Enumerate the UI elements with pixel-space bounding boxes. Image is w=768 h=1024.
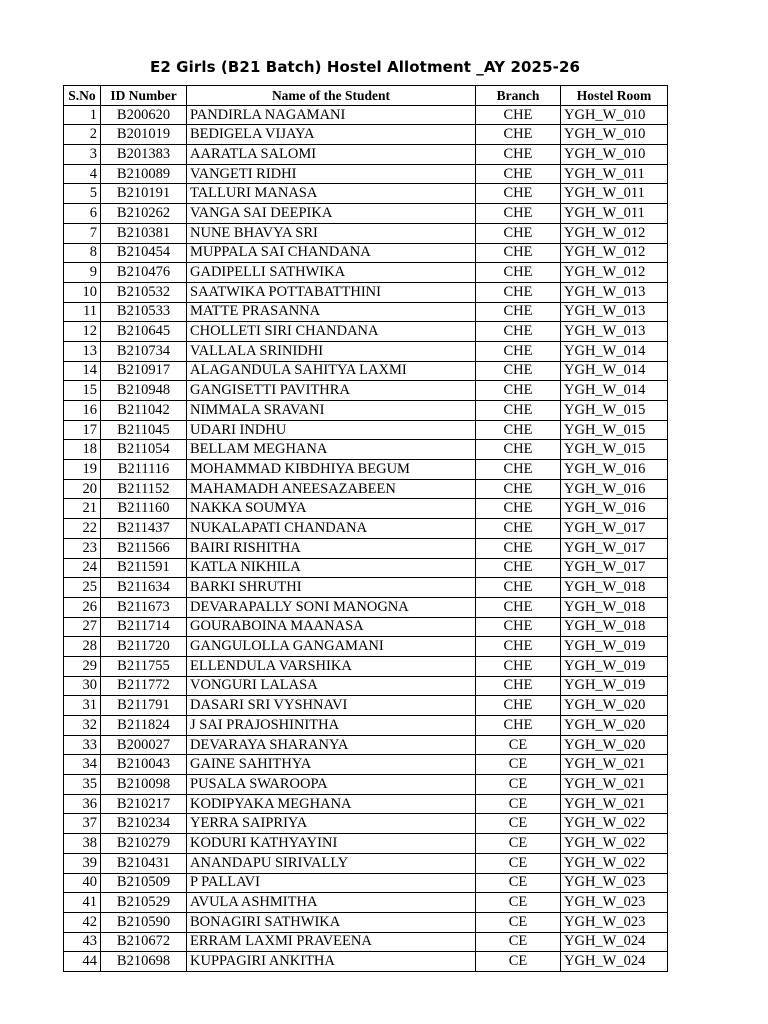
cell-id-number: B200620: [101, 105, 187, 125]
cell-hostel-room: YGH_W_023: [561, 873, 668, 893]
cell-branch: CHE: [476, 184, 561, 204]
table-row: [64, 952, 668, 972]
cell-student-name: DASARI SRI VYSHNAVI: [187, 696, 476, 716]
cell-student-name: VANGETI RIDHI: [187, 164, 476, 184]
cell-branch: CHE: [476, 341, 561, 361]
cell-id-number: B210089: [101, 164, 187, 184]
cell-hostel-room: YGH_W_021: [561, 755, 668, 775]
cell-id-number: B211566: [101, 538, 187, 558]
cell-id-number: B210279: [101, 834, 187, 854]
cell-sno: 30: [64, 676, 101, 696]
table-row: [64, 125, 668, 145]
cell-id-number: B211755: [101, 656, 187, 676]
cell-sno: 23: [64, 538, 101, 558]
cell-branch: CE: [476, 952, 561, 972]
page-title: E2 Girls (B21 Batch) Hostel Allotment _AY 2025-26: [149, 58, 581, 76]
table-row: [64, 538, 668, 558]
header-branch: Branch: [476, 86, 561, 106]
table-row: [64, 440, 668, 460]
cell-hostel-room: YGH_W_012: [561, 263, 668, 283]
cell-student-name: KATLA NIKHILA: [187, 558, 476, 578]
cell-branch: CHE: [476, 716, 561, 736]
cell-sno: 33: [64, 735, 101, 755]
cell-branch: CHE: [476, 499, 561, 519]
cell-sno: 5: [64, 184, 101, 204]
cell-id-number: B211437: [101, 519, 187, 539]
cell-student-name: NIMMALA SRAVANI: [187, 401, 476, 421]
cell-hostel-room: YGH_W_024: [561, 952, 668, 972]
cell-branch: CE: [476, 814, 561, 834]
cell-sno: 38: [64, 834, 101, 854]
cell-sno: 3: [64, 145, 101, 165]
cell-student-name: MUPPALA SAI CHANDANA: [187, 243, 476, 263]
cell-student-name: MAHAMADH ANEESAZABEEN: [187, 479, 476, 499]
cell-sno: 40: [64, 873, 101, 893]
cell-student-name: NAKKA SOUMYA: [187, 499, 476, 519]
cell-hostel-room: YGH_W_014: [561, 341, 668, 361]
cell-id-number: B210234: [101, 814, 187, 834]
table-header-row: [64, 86, 668, 106]
cell-sno: 6: [64, 204, 101, 224]
cell-id-number: B211772: [101, 676, 187, 696]
cell-hostel-room: YGH_W_014: [561, 361, 668, 381]
cell-hostel-room: YGH_W_024: [561, 932, 668, 952]
cell-student-name: VANGA SAI DEEPIKA: [187, 204, 476, 224]
header-student-name: Name of the Student: [187, 86, 476, 106]
cell-branch: CE: [476, 834, 561, 854]
cell-hostel-room: YGH_W_018: [561, 597, 668, 617]
cell-student-name: ELLENDULA VARSHIKA: [187, 656, 476, 676]
cell-student-name: DEVARAPALLY SONI MANOGNA: [187, 597, 476, 617]
cell-branch: CHE: [476, 597, 561, 617]
cell-id-number: B210509: [101, 873, 187, 893]
table-row: [64, 558, 668, 578]
cell-id-number: B210529: [101, 893, 187, 913]
cell-sno: 16: [64, 401, 101, 421]
cell-student-name: BONAGIRI SATHWIKA: [187, 912, 476, 932]
cell-id-number: B210381: [101, 223, 187, 243]
cell-branch: CHE: [476, 302, 561, 322]
cell-hostel-room: YGH_W_022: [561, 853, 668, 873]
cell-student-name: MOHAMMAD KIBDHIYA BEGUM: [187, 460, 476, 480]
cell-sno: 44: [64, 952, 101, 972]
cell-branch: CE: [476, 912, 561, 932]
cell-sno: 41: [64, 893, 101, 913]
cell-student-name: KODURI KATHYAYINI: [187, 834, 476, 854]
table-row: [64, 184, 668, 204]
cell-student-name: P PALLAVI: [187, 873, 476, 893]
cell-hostel-room: YGH_W_013: [561, 302, 668, 322]
cell-branch: CHE: [476, 676, 561, 696]
table-row: [64, 735, 668, 755]
cell-student-name: UDARI INDHU: [187, 420, 476, 440]
cell-hostel-room: YGH_W_013: [561, 322, 668, 342]
cell-sno: 20: [64, 479, 101, 499]
table-row: [64, 460, 668, 480]
table-row: [64, 164, 668, 184]
cell-id-number: B211160: [101, 499, 187, 519]
cell-id-number: B210532: [101, 282, 187, 302]
cell-hostel-room: YGH_W_012: [561, 223, 668, 243]
cell-student-name: BELLAM MEGHANA: [187, 440, 476, 460]
table-row: [64, 105, 668, 125]
cell-branch: CHE: [476, 440, 561, 460]
cell-hostel-room: YGH_W_015: [561, 401, 668, 421]
table-row: [64, 302, 668, 322]
cell-id-number: B210645: [101, 322, 187, 342]
cell-hostel-room: YGH_W_011: [561, 164, 668, 184]
cell-student-name: GANGULOLLA GANGAMANI: [187, 637, 476, 657]
cell-id-number: B200027: [101, 735, 187, 755]
cell-student-name: J SAI PRAJOSHINITHA: [187, 716, 476, 736]
cell-hostel-room: YGH_W_014: [561, 381, 668, 401]
table-row: [64, 676, 668, 696]
cell-student-name: TALLURI MANASA: [187, 184, 476, 204]
table-row: [64, 716, 668, 736]
table-row: [64, 381, 668, 401]
cell-student-name: GADIPELLI SATHWIKA: [187, 263, 476, 283]
cell-student-name: BEDIGELA VIJAYA: [187, 125, 476, 145]
cell-sno: 4: [64, 164, 101, 184]
cell-branch: CHE: [476, 105, 561, 125]
cell-id-number: B211673: [101, 597, 187, 617]
cell-branch: CHE: [476, 479, 561, 499]
cell-hostel-room: YGH_W_018: [561, 578, 668, 598]
cell-hostel-room: YGH_W_023: [561, 893, 668, 913]
cell-sno: 26: [64, 597, 101, 617]
cell-id-number: B210476: [101, 263, 187, 283]
cell-sno: 37: [64, 814, 101, 834]
table-row: [64, 401, 668, 421]
cell-hostel-room: YGH_W_012: [561, 243, 668, 263]
cell-student-name: ALAGANDULA SAHITYA LAXMI: [187, 361, 476, 381]
cell-id-number: B211042: [101, 401, 187, 421]
cell-id-number: B210590: [101, 912, 187, 932]
cell-hostel-room: YGH_W_021: [561, 794, 668, 814]
cell-hostel-room: YGH_W_023: [561, 912, 668, 932]
cell-student-name: YERRA SAIPRIYA: [187, 814, 476, 834]
cell-sno: 13: [64, 341, 101, 361]
cell-student-name: BARKI SHRUTHI: [187, 578, 476, 598]
cell-branch: CE: [476, 735, 561, 755]
header-id-number: ID Number: [101, 86, 187, 106]
cell-branch: CHE: [476, 263, 561, 283]
cell-branch: CHE: [476, 223, 561, 243]
cell-branch: CHE: [476, 558, 561, 578]
cell-branch: CHE: [476, 617, 561, 637]
table-row: [64, 479, 668, 499]
cell-sno: 39: [64, 853, 101, 873]
cell-id-number: B211116: [101, 460, 187, 480]
cell-branch: CHE: [476, 322, 561, 342]
cell-branch: CHE: [476, 282, 561, 302]
cell-student-name: GANGISETTI PAVITHRA: [187, 381, 476, 401]
cell-sno: 10: [64, 282, 101, 302]
cell-student-name: AARATLA SALOMI: [187, 145, 476, 165]
table-row: [64, 755, 668, 775]
cell-hostel-room: YGH_W_020: [561, 696, 668, 716]
cell-hostel-room: YGH_W_017: [561, 558, 668, 578]
table-body: [64, 105, 668, 971]
cell-hostel-room: YGH_W_010: [561, 145, 668, 165]
cell-id-number: B211152: [101, 479, 187, 499]
cell-id-number: B201019: [101, 125, 187, 145]
cell-branch: CHE: [476, 125, 561, 145]
table-row: [64, 499, 668, 519]
cell-branch: CE: [476, 893, 561, 913]
cell-student-name: ANANDAPU SIRIVALLY: [187, 853, 476, 873]
cell-hostel-room: YGH_W_016: [561, 460, 668, 480]
cell-sno: 18: [64, 440, 101, 460]
cell-hostel-room: YGH_W_011: [561, 204, 668, 224]
cell-branch: CHE: [476, 420, 561, 440]
cell-hostel-room: YGH_W_016: [561, 479, 668, 499]
cell-student-name: ERRAM LAXMI PRAVEENA: [187, 932, 476, 952]
table-row: [64, 420, 668, 440]
cell-id-number: B211591: [101, 558, 187, 578]
cell-hostel-room: YGH_W_020: [561, 735, 668, 755]
cell-student-name: KUPPAGIRI ANKITHA: [187, 952, 476, 972]
cell-branch: CHE: [476, 519, 561, 539]
table-row: [64, 893, 668, 913]
cell-student-name: KODIPYAKA MEGHANA: [187, 794, 476, 814]
cell-hostel-room: YGH_W_019: [561, 656, 668, 676]
cell-hostel-room: YGH_W_021: [561, 775, 668, 795]
cell-hostel-room: YGH_W_022: [561, 834, 668, 854]
cell-branch: CE: [476, 932, 561, 952]
cell-branch: CHE: [476, 243, 561, 263]
cell-student-name: CHOLLETI SIRI CHANDANA: [187, 322, 476, 342]
cell-student-name: GOURABOINA MAANASA: [187, 617, 476, 637]
cell-sno: 1: [64, 105, 101, 125]
cell-hostel-room: YGH_W_017: [561, 538, 668, 558]
cell-branch: CHE: [476, 538, 561, 558]
cell-student-name: DEVARAYA SHARANYA: [187, 735, 476, 755]
cell-id-number: B211714: [101, 617, 187, 637]
header-sno: S.No: [64, 86, 101, 106]
cell-id-number: B210533: [101, 302, 187, 322]
cell-student-name: SAATWIKA POTTABATTHINI: [187, 282, 476, 302]
table-row: [64, 775, 668, 795]
cell-id-number: B211634: [101, 578, 187, 598]
cell-sno: 34: [64, 755, 101, 775]
cell-branch: CE: [476, 755, 561, 775]
cell-branch: CHE: [476, 656, 561, 676]
cell-sno: 27: [64, 617, 101, 637]
cell-sno: 22: [64, 519, 101, 539]
cell-branch: CHE: [476, 145, 561, 165]
cell-branch: CHE: [476, 381, 561, 401]
table-row: [64, 263, 668, 283]
cell-branch: CE: [476, 794, 561, 814]
cell-branch: CE: [476, 775, 561, 795]
cell-hostel-room: YGH_W_018: [561, 617, 668, 637]
cell-student-name: GAINE SAHITHYA: [187, 755, 476, 775]
header-hostel-room: Hostel Room: [561, 86, 668, 106]
cell-student-name: MATTE PRASANNA: [187, 302, 476, 322]
cell-id-number: B210098: [101, 775, 187, 795]
table-row: [64, 243, 668, 263]
cell-hostel-room: YGH_W_011: [561, 184, 668, 204]
cell-id-number: B210431: [101, 853, 187, 873]
table-row: [64, 145, 668, 165]
cell-sno: 9: [64, 263, 101, 283]
cell-branch: CHE: [476, 696, 561, 716]
cell-id-number: B211791: [101, 696, 187, 716]
cell-hostel-room: YGH_W_019: [561, 676, 668, 696]
allotment-table: [63, 85, 668, 972]
cell-student-name: BAIRI RISHITHA: [187, 538, 476, 558]
cell-student-name: NUKALAPATI CHANDANA: [187, 519, 476, 539]
cell-branch: CHE: [476, 578, 561, 598]
cell-branch: CHE: [476, 460, 561, 480]
cell-id-number: B210191: [101, 184, 187, 204]
table-row: [64, 853, 668, 873]
cell-sno: 12: [64, 322, 101, 342]
table-row: [64, 204, 668, 224]
cell-sno: 32: [64, 716, 101, 736]
cell-sno: 8: [64, 243, 101, 263]
table-row: [64, 519, 668, 539]
table-row: [64, 617, 668, 637]
cell-id-number: B211824: [101, 716, 187, 736]
cell-branch: CHE: [476, 401, 561, 421]
cell-hostel-room: YGH_W_010: [561, 105, 668, 125]
cell-hostel-room: YGH_W_015: [561, 440, 668, 460]
cell-sno: 7: [64, 223, 101, 243]
table-row: [64, 873, 668, 893]
table-row: [64, 912, 668, 932]
cell-sno: 43: [64, 932, 101, 952]
cell-student-name: PUSALA SWAROOPA: [187, 775, 476, 795]
cell-hostel-room: YGH_W_015: [561, 420, 668, 440]
cell-id-number: B201383: [101, 145, 187, 165]
cell-branch: CHE: [476, 637, 561, 657]
cell-hostel-room: YGH_W_022: [561, 814, 668, 834]
cell-sno: 35: [64, 775, 101, 795]
cell-branch: CE: [476, 873, 561, 893]
table-row: [64, 637, 668, 657]
cell-student-name: NUNE BHAVYA SRI: [187, 223, 476, 243]
cell-sno: 11: [64, 302, 101, 322]
cell-sno: 14: [64, 361, 101, 381]
cell-id-number: B210948: [101, 381, 187, 401]
cell-id-number: B210734: [101, 341, 187, 361]
cell-student-name: AVULA ASHMITHA: [187, 893, 476, 913]
table-row: [64, 322, 668, 342]
cell-sno: 25: [64, 578, 101, 598]
cell-branch: CHE: [476, 204, 561, 224]
cell-hostel-room: YGH_W_020: [561, 716, 668, 736]
cell-sno: 17: [64, 420, 101, 440]
cell-sno: 2: [64, 125, 101, 145]
table-row: [64, 656, 668, 676]
cell-student-name: VALLALA SRINIDHI: [187, 341, 476, 361]
cell-sno: 31: [64, 696, 101, 716]
cell-hostel-room: YGH_W_017: [561, 519, 668, 539]
table-row: [64, 282, 668, 302]
cell-sno: 36: [64, 794, 101, 814]
table-row: [64, 696, 668, 716]
cell-sno: 29: [64, 656, 101, 676]
cell-id-number: B210262: [101, 204, 187, 224]
cell-hostel-room: YGH_W_019: [561, 637, 668, 657]
cell-id-number: B210917: [101, 361, 187, 381]
cell-sno: 28: [64, 637, 101, 657]
table-row: [64, 814, 668, 834]
cell-id-number: B211054: [101, 440, 187, 460]
cell-sno: 42: [64, 912, 101, 932]
table-row: [64, 341, 668, 361]
cell-sno: 19: [64, 460, 101, 480]
cell-id-number: B211045: [101, 420, 187, 440]
cell-sno: 24: [64, 558, 101, 578]
cell-branch: CHE: [476, 164, 561, 184]
table-row: [64, 223, 668, 243]
table-row: [64, 932, 668, 952]
cell-id-number: B210698: [101, 952, 187, 972]
table-row: [64, 361, 668, 381]
cell-student-name: VONGURI LALASA: [187, 676, 476, 696]
cell-hostel-room: YGH_W_013: [561, 282, 668, 302]
cell-id-number: B210454: [101, 243, 187, 263]
cell-id-number: B210043: [101, 755, 187, 775]
cell-id-number: B210217: [101, 794, 187, 814]
table-row: [64, 794, 668, 814]
cell-hostel-room: YGH_W_010: [561, 125, 668, 145]
cell-sno: 15: [64, 381, 101, 401]
cell-sno: 21: [64, 499, 101, 519]
cell-id-number: B210672: [101, 932, 187, 952]
cell-branch: CE: [476, 853, 561, 873]
table-row: [64, 597, 668, 617]
cell-branch: CHE: [476, 361, 561, 381]
cell-hostel-room: YGH_W_016: [561, 499, 668, 519]
cell-id-number: B211720: [101, 637, 187, 657]
cell-student-name: PANDIRLA NAGAMANI: [187, 105, 476, 125]
table-row: [64, 578, 668, 598]
table-row: [64, 834, 668, 854]
